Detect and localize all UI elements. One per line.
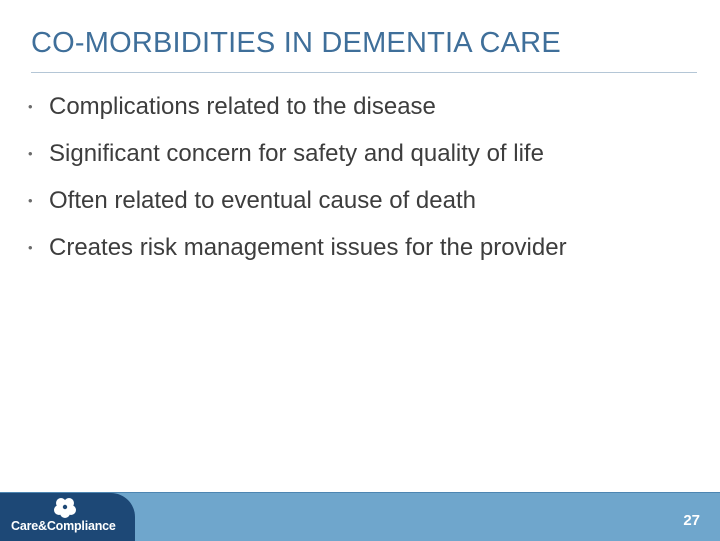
bullet-text: Often related to eventual cause of death [49, 187, 476, 214]
page-number: 27 [683, 512, 700, 529]
slide-title: CO-MORBIDITIES IN DEMENTIA CARE [31, 27, 561, 59]
bullet-text: Complications related to the disease [49, 93, 436, 120]
bullet-item [28, 93, 567, 140]
bullet-point-icon: • [28, 146, 33, 161]
company-logo [0, 493, 135, 541]
clover-icon [53, 497, 77, 519]
footer-bar [0, 492, 720, 541]
bullet-point-icon: • [28, 99, 33, 114]
title-divider [31, 72, 697, 73]
bullet-text: Significant concern for safety and quality of life [49, 140, 544, 167]
bullet-text: Creates risk management issues for the provider [49, 234, 567, 261]
logo-text: Care&Compliance [11, 519, 116, 533]
bullet-item [28, 234, 567, 281]
bullet-point-icon: • [28, 240, 33, 255]
bullet-list [28, 93, 567, 281]
bullet-item [28, 140, 567, 187]
bullet-item [28, 187, 567, 234]
bullet-point-icon: • [28, 193, 33, 208]
